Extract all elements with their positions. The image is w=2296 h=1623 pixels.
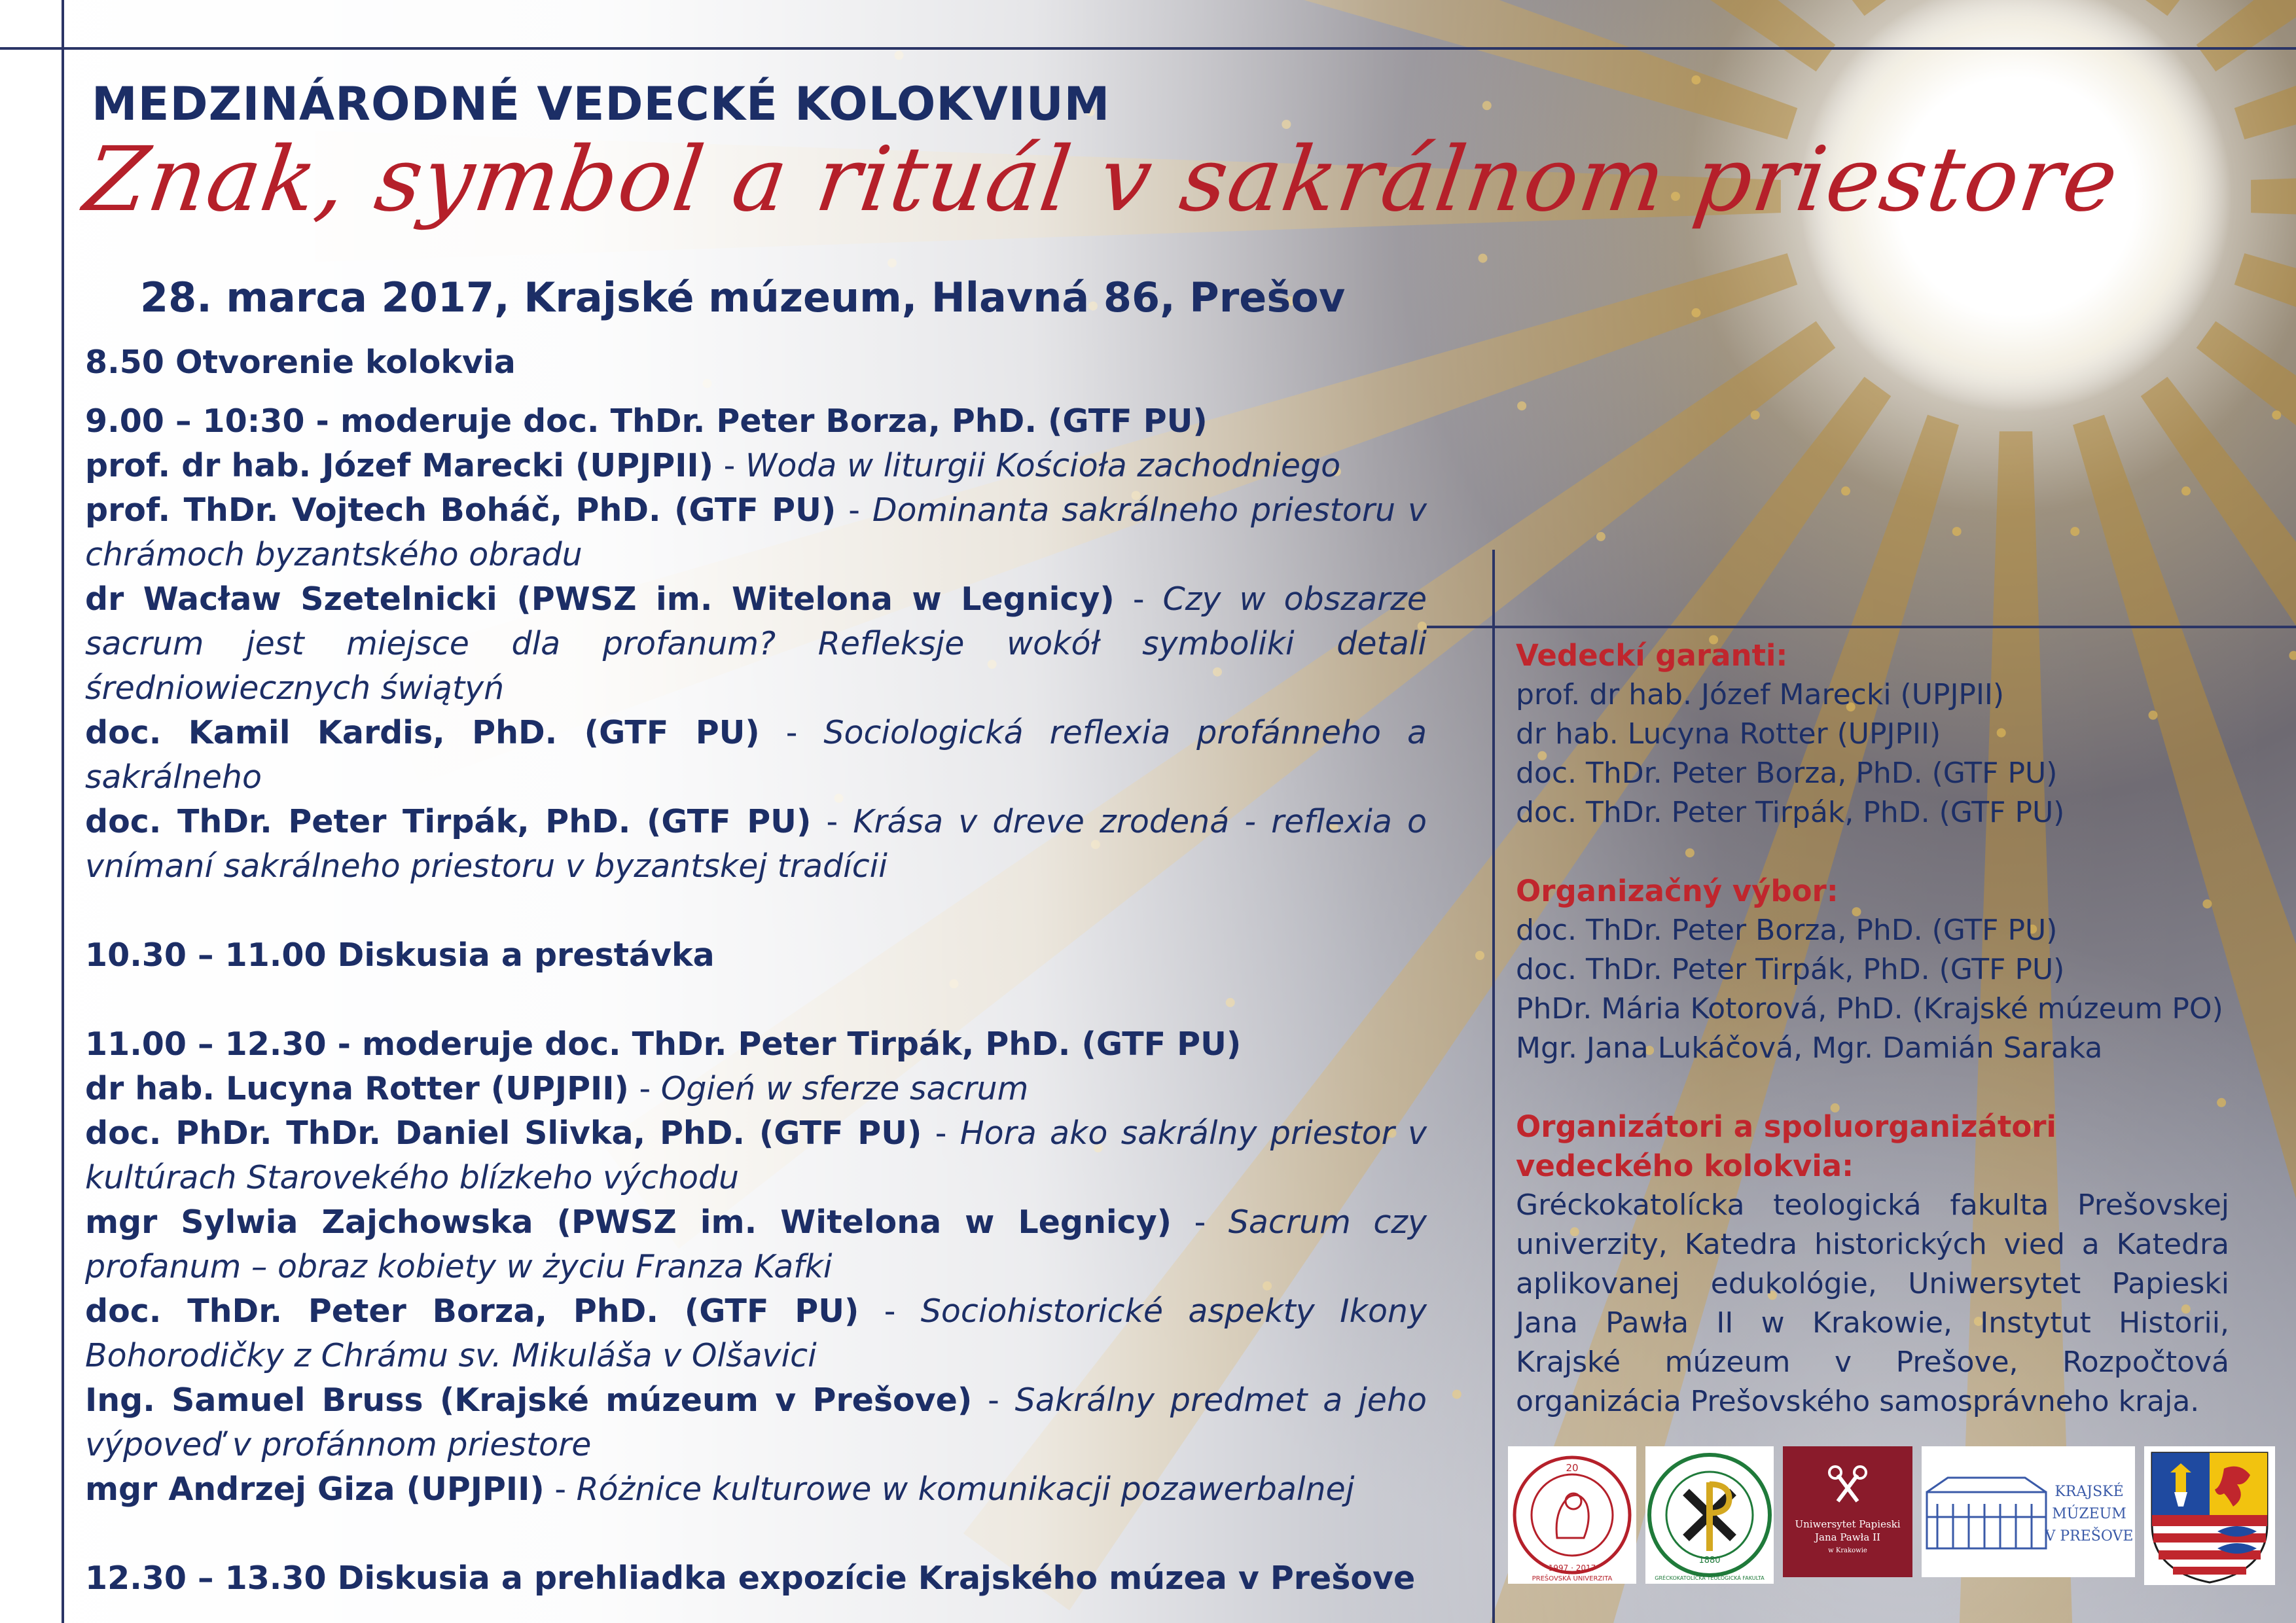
gtf-logo [1645,1446,1774,1584]
colloquium-title: Znak, symbol a rituál v sakrálnom priestore [79,128,2125,232]
gtf-year: 1880 [1698,1556,1721,1565]
vybor-item: PhDr. Mária Kotorová, PhD. (Krajské múzeum PO) [1516,992,2223,1026]
talk-item: doc. Kamil Kardis, PhD. (GTF PU) - Sociologická reflexia profánneho a sakrálneho [85,714,1427,796]
talk-speaker: doc. PhDr. ThDr. Daniel Slivka, PhD. (GTF PU) [85,1115,922,1152]
talk-topic: Woda w liturgii Kościoła zachodniego [745,447,1341,484]
talk-item: mgr Andrzej Giza (UPJPII) - Różnice kulturowe w komunikacji pozawerbalnej [85,1471,1355,1508]
talk-topic: Krása v dreve zrodená - reflexia o vnímaní sakrálneho priestoru v byzantskej tradícii [85,803,1427,885]
pu-name: PREŠOVSKÁ UNIVERZITA [1532,1575,1613,1582]
logo-strip [1505,1446,2284,1590]
talk-topic: Dominanta sakrálneho priestoru v chrámoch byzantského obradu [85,491,1427,573]
upjp-line2: Jana Pawła II [1815,1531,1880,1543]
upjp-line3: w Krakowie [1828,1547,1867,1554]
talk-topic: Sociologická reflexia profánneho a sakrálneho [85,714,1427,796]
garant-item: doc. ThDr. Peter Tirpák, PhD. (GTF PU) [1516,796,2065,829]
gtf-name: GRÉCKOKATOLÍCKA TEOLOGICKÁ FAKULTA [1655,1575,1765,1581]
organizatori-text: Gréckokatolícka teologická fakulta Prešovskej univerzity, Katedra historických vied a Katedra aplikovanej edukológie, Uniwersytet Papieski Jana Pawła II w Krakowie, Instytut Historii, Krajské múzeum v Prešove, Rozpočtová organizácia Prešovského samosprávneho kraja. [1516,1188,2229,1418]
vybor-title: Organizačný výbor: [1516,874,1839,908]
krajske-muzeum-logo [1922,1446,2135,1577]
talk-speaker: mgr Sylwia Zajchowska (PWSZ im. Witelona w Legnicy) [85,1204,1172,1241]
garant-item: dr hab. Lucyna Rotter (UPJPII) [1516,717,1941,751]
talk-item: mgr Sylwia Zajchowska (PWSZ im. Witelona w Legnicy) - Sacrum czy profanum – obraz kobiety w życiu Franza Kafki [85,1204,1427,1285]
talk-speaker: dr Wacław Szetelnicki (PWSZ im. Witelona w Legnicy) [85,580,1115,618]
garanti-title: Vedeckí garanti: [1516,638,1788,673]
pu-years: 1997 · 2017 [1548,1563,1596,1573]
garant-item: doc. ThDr. Peter Borza, PhD. (GTF PU) [1516,757,2058,790]
talk-speaker: Ing. Samuel Bruss (Krajské múzeum v Prešove) [85,1382,973,1419]
talk-speaker: doc. ThDr. Peter Borza, PhD. (GTF PU) [85,1293,859,1330]
organizatori-title: Organizátori a spoluorganizátori vedeckého kolokvia: [1516,1109,2056,1183]
talk-item: dr hab. Lucyna Rotter (UPJPII) - Ogień w sferze sacrum [85,1070,1029,1107]
upjp-logo [1783,1446,1912,1577]
colloquium-heading: MEDZINÁRODNÉ VEDECKÉ KOLOKVIUM [92,77,1111,131]
break-line: 10.30 – 11.00 Diskusia a prestávka [85,936,715,974]
km-line1: KRAJSKÉ [2054,1484,2124,1500]
talk-item: dr Wacław Szetelnicki (PWSZ im. Witelona w Legnicy) - Czy w obszarze sacrum jest miejsce dla profanum? Refleksje wokół symboliki detali średniowiecznych świątyń [85,580,1427,707]
talk-topic: Czy w obszarze sacrum jest miejsce dla profanum? Refleksje wokół symboliki detali średniowiecznych świątyń [85,580,1427,707]
session2-head: 11.00 – 12.30 - moderuje doc. ThDr. Peter Tirpák, PhD. (GTF PU) [85,1026,1242,1063]
talk-topic: Hora ako sakrálny priestor v kultúrach Starovekého blízkeho východu [85,1115,1427,1196]
talk-item: doc. ThDr. Peter Tirpák, PhD. (GTF PU) - Krása v dreve zrodená - reflexia o vnímaní sakrálneho priestoru v byzantskej tradícii [85,803,1427,885]
talk-item: prof. dr hab. Józef Marecki (UPJPII) - Woda w liturgii Kościoła zachodniego [85,447,1341,484]
talk-speaker: prof. dr hab. Józef Marecki (UPJPII) [85,447,714,484]
talk-speaker: doc. ThDr. Peter Tirpák, PhD. (GTF PU) [85,803,812,840]
km-line3: V PREŠOVE [2045,1528,2134,1544]
presov-university-logo [1508,1446,1636,1584]
talk-speaker: prof. ThDr. Vojtech Boháč, PhD. (GTF PU) [85,491,836,529]
vybor-item: Mgr. Jana Lukáčová, Mgr. Damián Saraka [1516,1031,2103,1065]
organizers-sidebar [1516,636,2229,1421]
talk-topic: Sacrum czy profanum – obraz kobiety w życiu Franza Kafki [85,1204,1427,1285]
talk-item: doc. PhDr. ThDr. Daniel Slivka, PhD. (GTF PU) - Hora ako sakrálny priestor v kultúrach Starovekého blízkeho východu [85,1115,1427,1196]
program-list [85,340,1427,1601]
session1-head: 9.00 – 10:30 - moderuje doc. ThDr. Peter Borza, PhD. (GTF PU) [85,402,1208,440]
talk-topic: Sociohistorické aspekty Ikony Bohorodičky z Chrámu sv. Mikuláša v Olšavici [85,1293,1427,1374]
talk-speaker: mgr Andrzej Giza (UPJPII) [85,1471,545,1508]
talk-item: prof. ThDr. Vojtech Boháč, PhD. (GTF PU) - Dominanta sakrálneho priestoru v chrámoch byzantského obradu [85,491,1427,573]
talk-item: doc. ThDr. Peter Borza, PhD. (GTF PU) - Sociohistorické aspekty Ikony Bohorodičky z Chrámu sv. Mikuláša v Olšavici [85,1293,1427,1374]
pu-num: 20 [1566,1462,1579,1474]
talk-topic: Różnice kulturowe w komunikacji pozawerbalnej [576,1471,1355,1508]
closing-line: 12.30 – 13.30 Diskusia a prehliadka expozície Krajského múzea v Prešove [85,1560,1416,1597]
upjp-line1: Uniwersytet Papieski [1795,1518,1901,1530]
talk-topic: Sakrálny predmet a jeho výpoveď v profánnom priestore [85,1382,1427,1463]
km-line2: MÚZEUM [2052,1506,2126,1522]
presov-region-coat-of-arms [2144,1446,2275,1585]
opening-line: 8.50 Otvorenie kolokvia [85,344,516,381]
talk-speaker: dr hab. Lucyna Rotter (UPJPII) [85,1070,629,1107]
event-dateline: 28. marca 2017, Krajské múzeum, Hlavná 86, Prešov [140,274,1346,321]
vybor-item: doc. ThDr. Peter Tirpák, PhD. (GTF PU) [1516,953,2065,986]
talk-topic: Ogień w sferze sacrum [660,1070,1029,1107]
talk-speaker: doc. Kamil Kardis, PhD. (GTF PU) [85,714,760,751]
garant-item: prof. dr hab. Józef Marecki (UPJPII) [1516,678,2005,711]
talk-item: Ing. Samuel Bruss (Krajské múzeum v Prešove) - Sakrálny predmet a jeho výpoveď v profánnom priestore [85,1382,1427,1463]
vybor-item: doc. ThDr. Peter Borza, PhD. (GTF PU) [1516,914,2058,947]
